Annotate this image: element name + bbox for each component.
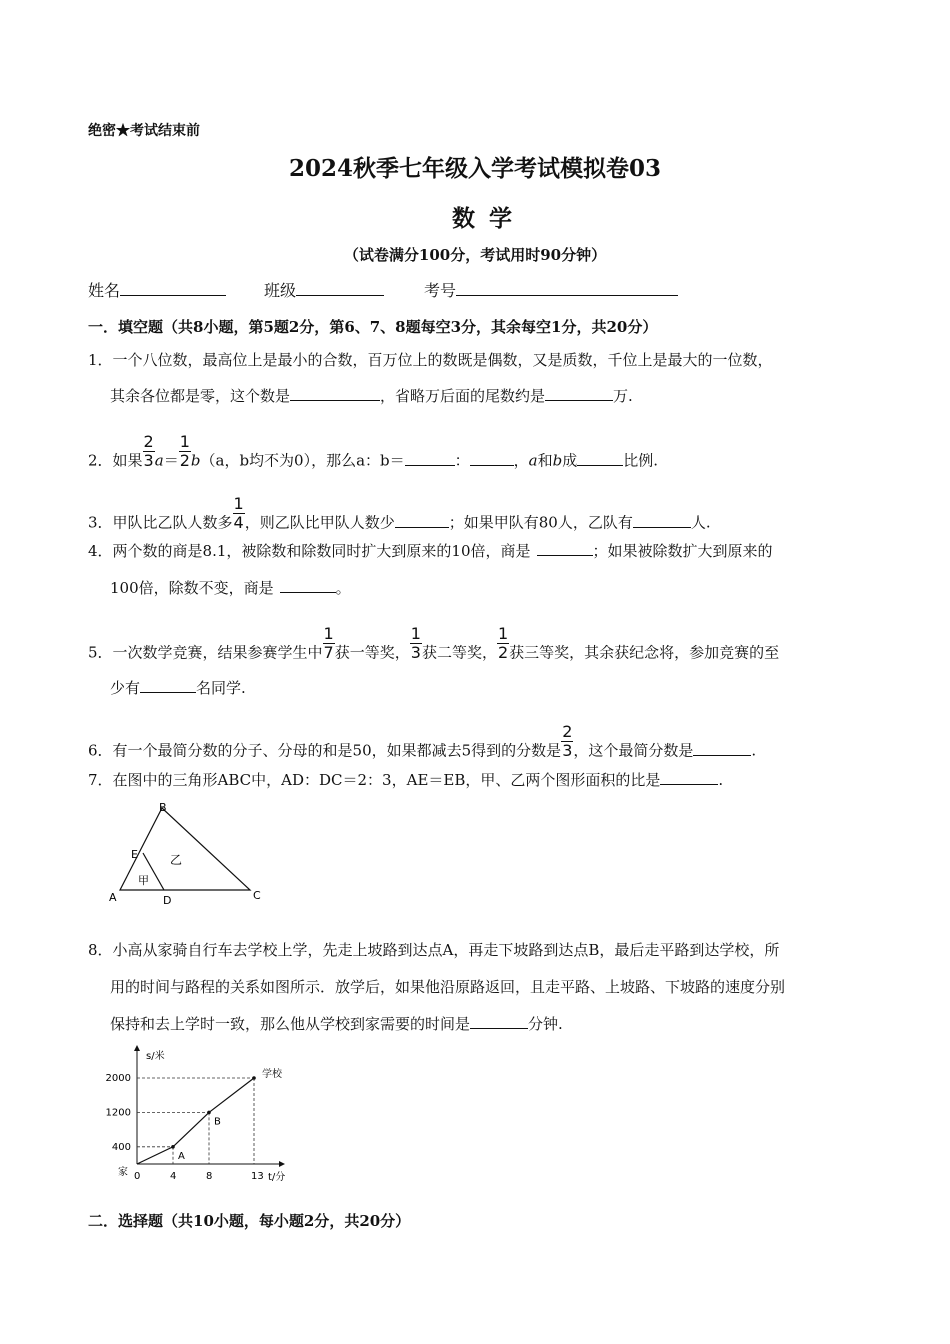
section2-heading: 二．选择题（共10小题，每小题2分，共20分） bbox=[88, 1212, 411, 1230]
q5-blank[interactable] bbox=[140, 678, 196, 693]
name-label: 姓名 bbox=[88, 281, 121, 300]
q2-frac-1-den: 3 bbox=[143, 451, 154, 470]
x-tick-label-1: 4 bbox=[170, 1171, 177, 1182]
q8-blank[interactable] bbox=[470, 1014, 528, 1029]
data-point-2 bbox=[207, 1111, 211, 1115]
q2-tail-b: b bbox=[552, 451, 563, 470]
q4-text-b: ；如果被除数扩大到原来的 bbox=[592, 542, 773, 560]
x-axis-label: t/分 bbox=[268, 1172, 286, 1183]
q5-frac-1-num: 1 bbox=[323, 624, 334, 643]
y-tick-label-2: 2000 bbox=[105, 1073, 131, 1084]
q1-blank-2[interactable] bbox=[545, 386, 613, 401]
q8-line3 bbox=[110, 1014, 563, 1034]
q1-text-c: 万. bbox=[613, 387, 633, 405]
q4-text-c: 100倍，除数不变，商是 bbox=[110, 579, 274, 597]
triangle-figure bbox=[100, 798, 275, 910]
q4-blank-1[interactable] bbox=[537, 541, 593, 556]
q1-blank-1[interactable] bbox=[290, 386, 380, 401]
q2-eq: ＝ bbox=[163, 451, 179, 470]
q5-frac-3-num: 1 bbox=[497, 624, 509, 643]
q6-part2: ，这个最简分数是 bbox=[573, 741, 694, 760]
q5-frac-1 bbox=[323, 625, 335, 662]
x-tick-label-3: 13 bbox=[251, 1171, 264, 1182]
secret-label: 绝密★考试结束前 bbox=[88, 123, 200, 139]
origin-label: 家 bbox=[118, 1167, 128, 1178]
label-d: D bbox=[163, 894, 172, 907]
class-field bbox=[264, 278, 384, 301]
q4-text-d: 。 bbox=[335, 579, 351, 597]
q2-colon: ： bbox=[454, 451, 470, 470]
q6-blank[interactable] bbox=[693, 741, 751, 756]
q5-frac-2 bbox=[410, 625, 422, 662]
exam-no-label: 考号 bbox=[424, 281, 457, 300]
section1-heading: 一．填空题（共8小题，第5题2分，第6、7、8题每空3分，其余每空1分，共20分） bbox=[88, 318, 658, 336]
q2-var-b: b bbox=[190, 451, 201, 470]
name-field bbox=[88, 278, 226, 301]
q5-line2 bbox=[110, 678, 246, 698]
class-blank[interactable] bbox=[296, 279, 384, 296]
q2-blank-1[interactable] bbox=[405, 451, 455, 466]
q6-frac-num: 2 bbox=[562, 722, 573, 741]
data-point-1 bbox=[171, 1145, 175, 1149]
q3-part2: ，则乙队比甲队人数少 bbox=[244, 513, 395, 532]
q2-frac-1 bbox=[143, 433, 155, 470]
q3-frac-den: 4 bbox=[233, 513, 244, 532]
label-e: E bbox=[131, 848, 138, 861]
subject-title: 数学 bbox=[452, 205, 526, 232]
q3-line bbox=[88, 494, 711, 542]
q5-frac-1-den: 7 bbox=[323, 643, 334, 662]
data-point-3 bbox=[252, 1076, 256, 1080]
q4-line2 bbox=[110, 578, 351, 598]
q7-part2: . bbox=[718, 771, 724, 789]
q5-frac-2-den: 3 bbox=[410, 643, 421, 662]
q5-frac-3-den: 2 bbox=[497, 643, 509, 662]
label-b: B bbox=[159, 801, 167, 814]
q7-line bbox=[88, 770, 723, 790]
q1-text-b: ，省略万后面的尾数约是 bbox=[380, 387, 546, 405]
q3-frac-num: 1 bbox=[233, 494, 244, 513]
y-tick-label-0: 400 bbox=[111, 1141, 131, 1153]
exam-title: 2024秋季七年级入学考试模拟卷03 bbox=[288, 155, 662, 182]
time-distance-chart bbox=[100, 1042, 310, 1187]
q7-part1: 7．在图中的三角形ABC中，AD：DC＝2：3，AE＝EB，甲、乙两个图形面积的比是 bbox=[88, 771, 661, 789]
q2-tail-cheng: 成 bbox=[562, 451, 578, 470]
q2-line bbox=[88, 432, 659, 480]
class-label: 班级 bbox=[264, 281, 297, 300]
y-axis-label: s/米 bbox=[146, 1051, 165, 1062]
q2-frac-2 bbox=[179, 433, 191, 470]
exam-no-blank[interactable] bbox=[456, 279, 678, 296]
q1-line1: 1．一个八位数，最高位上是最小的合数，百万位上的数既是偶数，又是质数，千位上是最大的一位数， bbox=[88, 351, 773, 369]
name-blank[interactable] bbox=[120, 279, 226, 296]
point-label-3: 学校 bbox=[262, 1069, 282, 1080]
point-label-1: A bbox=[178, 1150, 185, 1162]
q3-part3: ；如果甲队有80人，乙队有 bbox=[448, 513, 633, 532]
q5-text-a: 少有 bbox=[110, 679, 141, 697]
q5-frac-2-num: 1 bbox=[410, 624, 421, 643]
q5-frac-3 bbox=[497, 625, 509, 662]
x-tick-label-2: 8 bbox=[206, 1171, 213, 1182]
q6-frac bbox=[561, 723, 573, 760]
q5-part3: 获二等奖， bbox=[421, 643, 497, 662]
q1-text-a: 其余各位都是零，这个数是 bbox=[110, 387, 291, 405]
q4-line1 bbox=[88, 541, 773, 561]
label-yi: 乙 bbox=[170, 853, 183, 867]
q2-tail-and: 和 bbox=[537, 451, 553, 470]
q2-frac-2-den: 2 bbox=[179, 451, 190, 470]
q2-blank-2[interactable] bbox=[470, 451, 514, 466]
exam-note: （试卷满分100分，考试用时90分钟） bbox=[343, 246, 607, 264]
x-tick-label-0: 0 bbox=[134, 1171, 141, 1182]
q8-text-a: 保持和去上学时一致，那么他从学校到家需要的时间是 bbox=[110, 1015, 471, 1033]
q2-var-a: a bbox=[154, 451, 164, 470]
q3-part4: 人. bbox=[690, 513, 711, 532]
y-tick-label-1: 1200 bbox=[105, 1107, 131, 1119]
q2-frac-1-num: 2 bbox=[143, 432, 154, 451]
series-line bbox=[137, 1078, 254, 1164]
q6-frac-den: 3 bbox=[562, 741, 573, 760]
q5-line1 bbox=[88, 624, 780, 672]
q3-blank-1[interactable] bbox=[395, 513, 449, 528]
q2-comma: ， bbox=[513, 451, 529, 470]
q6-line bbox=[88, 722, 757, 770]
label-a: A bbox=[109, 891, 117, 904]
q6-part1: 6．有一个最简分数的分子、分母的和是50，如果都减去5得到的分数是 bbox=[88, 741, 562, 760]
q2-blank-3[interactable] bbox=[577, 451, 623, 466]
q4-text-a: 4．两个数的商是8.1，被除数和除数同时扩大到原来的10倍，商是 bbox=[88, 542, 531, 560]
q8-text-b: 分钟. bbox=[528, 1015, 563, 1033]
q3-blank-2[interactable] bbox=[633, 513, 691, 528]
q1-line2 bbox=[110, 386, 633, 406]
q7-blank[interactable] bbox=[660, 770, 718, 785]
q5-text-b: 名同学. bbox=[196, 679, 246, 697]
q4-blank-2[interactable] bbox=[280, 578, 336, 593]
q2-tail-a: a bbox=[528, 451, 538, 470]
q2-mid: （a，b均不为0），那么a：b＝ bbox=[200, 451, 405, 470]
q6-part3: . bbox=[751, 741, 757, 760]
label-c: C bbox=[253, 889, 261, 902]
q3-frac bbox=[233, 495, 245, 532]
q2-num: 2．如果 bbox=[88, 451, 143, 470]
point-label-2: B bbox=[214, 1116, 221, 1128]
q5-part1: 5．一次数学竞赛，结果参赛学生中 bbox=[88, 643, 323, 662]
q3-part1: 3．甲队比乙队人数多 bbox=[88, 513, 233, 532]
exam-no-field bbox=[424, 278, 678, 301]
q8-line1: 8．小高从家骑自行车去学校上学，先走上坡路到达点A，再走下坡路到达点B，最后走平路到达学校，所 bbox=[88, 941, 780, 959]
q5-part2: 获一等奖， bbox=[334, 643, 410, 662]
q2-tail-end: 比例. bbox=[623, 451, 659, 470]
q2-frac-2-num: 1 bbox=[179, 432, 190, 451]
q8-line2: 用的时间与路程的关系如图所示．放学后，如果他沿原路返回，且走平路、上坡路、下坡路的速度分别 bbox=[110, 978, 786, 996]
label-jia: 甲 bbox=[138, 874, 149, 887]
q5-part4: 获三等奖，其余获纪念将，参加竞赛的至 bbox=[509, 643, 780, 662]
